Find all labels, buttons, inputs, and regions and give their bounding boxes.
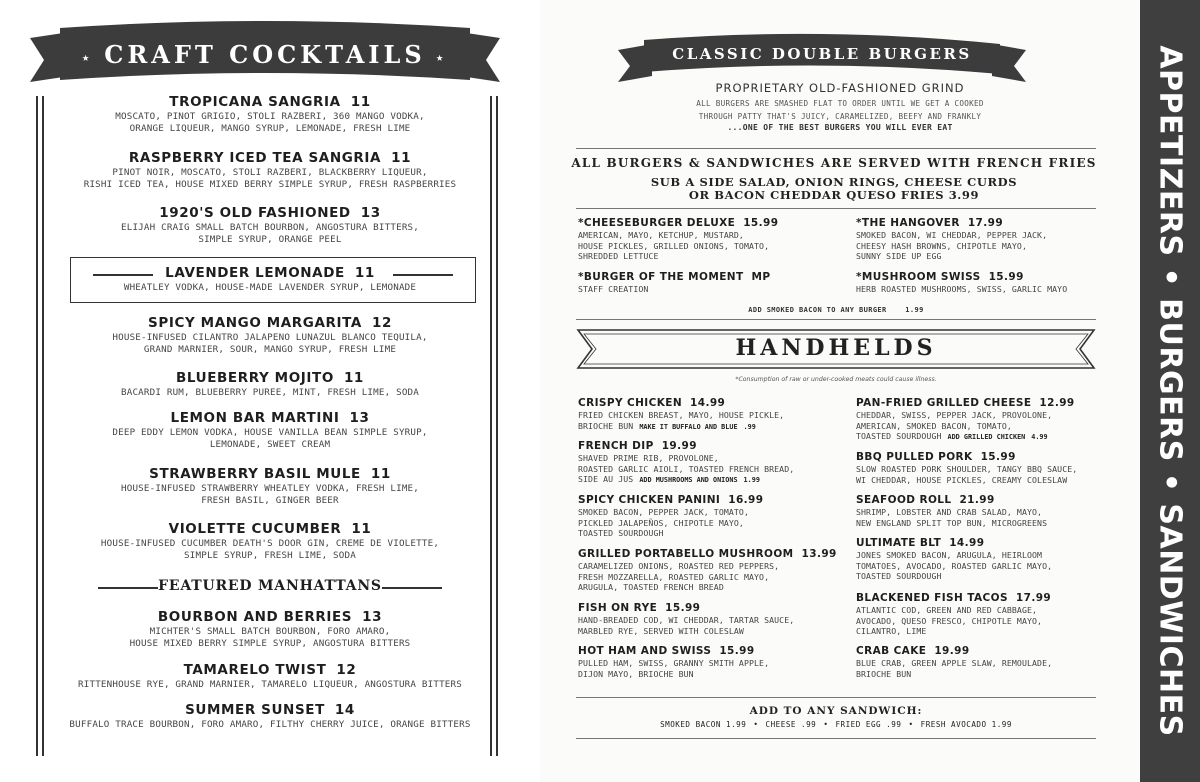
item-desc: RITTENHOUSE RYE, GRAND MARNIER, TAMARELO LIQUEUR, ANGOSTURA BITTERS [78,679,462,690]
item-desc: MARBLED RYE, SERVED WITH COLESLAW [578,625,744,636]
item-price: 11 [350,94,371,110]
cocktail-item [60,265,480,294]
item-desc: SIDE AU JUS [578,474,634,485]
handhelds-banner [576,327,1096,371]
item-desc: HOUSE-INFUSED CUCUMBER DEATH'S DOOR GIN, CREME DE VIOLETTE, [100,538,440,549]
burger-item [856,217,1121,262]
item-name: SPICY MANGO MARGARITA [148,315,362,331]
item-addon: ADD GRILLED CHICKEN [947,433,1026,442]
frame-line-right-outer [496,96,498,756]
addon-option: FRESH AVOCADO 1.99 [920,720,1012,729]
item-desc: SIMPLE SYRUP, FRESH LIME, SODA [184,550,356,561]
rule-left [98,587,158,589]
addon-option: SMOKED BACON 1.99 [660,720,747,729]
divider [576,697,1096,698]
item-price: 12 [336,662,357,678]
item-desc: PICKLED JALAPEÑOS, CHIPOTLE MAYO, [578,517,744,528]
handheld-item [856,537,1121,582]
classic-double-burgers-banner [618,28,1026,84]
cocktail-item [60,315,480,356]
item-desc: GRAND MARNIER, SOUR, MANGO SYRUP, FRESH LIME [143,344,397,355]
item-desc: CHEESY HASH BROWNS, CHIPOTLE MAYO, [856,240,1027,251]
item-desc: JONES SMOKED BACON, ARUGULA, HEIRLOOM [856,550,1043,560]
cocktail-item [60,521,480,562]
divider [576,208,1096,209]
item-name: LEMON BAR MARTINI [170,410,340,426]
item-desc: STAFF CREATION [578,284,649,294]
item-name: FRENCH DIP [578,440,654,452]
item-desc: HOUSE MIXED BERRY SIMPLE SYRUP, ANGOSTURA BITTERS [129,638,411,649]
served-with-fries: ALL BURGERS & SANDWICHES ARE SERVED WITH FRENCH FRIES [571,156,1097,170]
frame-line-left-inner [42,96,44,756]
featured-manhattans-heading [60,578,480,598]
item-name: *MUSHROOM SWISS [856,271,981,283]
handheld-item [578,548,843,593]
bacon-addon-line [576,306,1096,314]
item-desc: RISHI ICED TEA, HOUSE MIXED BERRY SIMPLE SYRUP, FRESH RASPBERRIES [83,179,457,190]
item-desc: WI CHEDDAR, HOUSE PICKLES, CREAMY COLESLAW [856,474,1068,485]
item-desc: MOSCATO, PINOT GRIGIO, STOLI RAZBERI, 360 MANGO VODKA, [115,111,425,122]
item-price: 11 [343,370,364,386]
handheld-item [856,397,1121,443]
manhattan-item [60,609,480,650]
item-desc: TOASTED SOURDOUGH [578,528,664,539]
add-to-any-title: ADD TO ANY SANDWICH: [749,705,923,717]
item-price: 13 [362,609,383,625]
burgers-subtitle: PROPRIETARY OLD-FASHIONED GRIND [715,81,965,95]
item-name: PAN-FRIED GRILLED CHEESE [856,397,1032,409]
item-price: 12.99 [1039,397,1075,409]
item-name: SUMMER SUNSET [185,702,325,718]
item-desc: NEW ENGLAND SPLIT TOP BUN, MICROGREENS [856,517,1048,528]
item-desc: DEEP EDDY LEMON VODKA, HOUSE VANILLA BEAN SIMPLE SYRUP, [112,427,428,438]
item-price: 17.99 [967,217,1004,229]
item-desc: CILANTRO, LIME [856,626,927,637]
item-desc: ROASTED GARLIC AIOLI, TOASTED FRENCH BREAD, [578,463,795,474]
handheld-item [578,440,843,486]
item-name: *THE HANGOVER [856,217,960,229]
item-desc: BRIOCHE BUN [578,420,634,431]
item-desc: TOASTED SOURDOUGH [856,431,942,442]
item-desc: TOMATOES, AVOCADO, ROASTED GARLIC MAYO, [856,560,1053,571]
burger-item [578,217,843,262]
item-price: 11 [351,521,372,537]
addon-option: FRIED EGG .99 [835,720,902,729]
section-tab-label: APPETIZERS • BURGERS • SANDWICHES [1152,45,1188,737]
item-name: CRAB CAKE [856,645,927,657]
item-name: BLUEBERRY MOJITO [176,370,334,386]
sub-side-line: SUB A SIDE SALAD, ONION RINGS, CHEESE CURDS [650,175,1018,189]
item-price: 11 [354,265,375,281]
item-desc: ARUGULA, TOASTED FRENCH BREAD [578,582,724,593]
item-desc: FRESH BASIL, GINGER BEER [201,495,339,506]
rule-right [382,587,442,589]
cocktail-page [0,0,540,782]
burger-intro [580,81,1100,132]
cocktail-item [60,466,480,507]
item-name: ULTIMATE BLT [856,537,942,549]
divider [576,319,1096,320]
item-desc: TOASTED SOURDOUGH [856,571,942,582]
item-desc: CHEDDAR, SWISS, PEPPER JACK, PROVOLONE, [856,410,1053,420]
handheld-item [578,397,843,432]
classic-double-burgers-title: CLASSIC DOUBLE BURGERS [672,45,972,63]
item-desc: HOUSE-INFUSED CILANTRO JALAPENO LUNAZUL BLANCO TEQUILA, [112,332,428,343]
item-price: 19.99 [661,440,697,452]
item-addon: ADD MUSHROOMS AND ONIONS [639,476,738,485]
frame-line-right-inner [490,96,492,756]
frame-line-left-outer [36,96,38,756]
item-desc: SHAVED PRIME RIB, PROVOLONE, [578,453,719,463]
item-desc: PINOT NOIR, MOSCATO, STOLI RAZBERI, BLACKBERRY LIQUEUR, [112,167,428,178]
item-desc: HOUSE PICKLES, GRILLED ONIONS, TOMATO, [578,240,770,251]
add-to-any-sandwich: ADD TO ANY SANDWICH: SMOKED BACON 1.99 • CHEESE .99 • FRIED EGG .99 • FRESH AVOCADO 1.99 [576,705,1096,729]
item-desc: SLOW ROASTED PORK SHOULDER, TANGY BBQ SAUCE, [856,464,1078,474]
item-price: 14 [334,702,355,718]
item-desc: CARAMELIZED ONIONS, ROASTED RED PEPPERS, [578,561,780,571]
item-desc: BRIOCHE BUN [856,668,912,679]
item-desc: BUFFALO TRACE BOURBON, FORO AMARO, FILTHY CHERRY JUICE, ORANGE BITTERS [69,719,471,730]
item-price: 15.99 [743,217,779,229]
manhattan-item [60,662,480,691]
item-desc: SIMPLE SYRUP, ORANGE PEEL [198,234,342,245]
item-name: SEAFOOD ROLL [856,494,952,506]
craft-cocktails-banner [30,18,500,88]
item-name: CRISPY CHICKEN [578,397,683,409]
item-name: TAMARELO TWIST [183,662,327,678]
featured-manhattans-title: FEATURED MANHATTANS [158,578,382,594]
item-desc: WHEATLEY VODKA, HOUSE-MADE LAVENDER SYRUP, LEMONADE [123,282,417,293]
handheld-item [856,645,1121,679]
item-desc: AMERICAN, MAYO, KETCHUP, MUSTARD, [578,230,744,240]
item-desc: FRIED CHICKEN BREAST, MAYO, HOUSE PICKLE, [578,410,785,420]
item-desc: HERB ROASTED MUSHROOMS, SWISS, GARLIC MAYO [856,284,1068,294]
item-price: 17.99 [1015,592,1052,604]
item-addon-price: 1.99 [743,476,760,485]
item-addon-price: .99 [743,422,756,431]
sub-side-line: OR BACON CHEDDAR QUESO FRIES 3.99 [688,188,980,202]
section-tab [1140,0,1200,782]
item-desc: SMOKED BACON, PEPPER JACK, TOMATO, [578,507,749,517]
burger-item [578,271,843,295]
item-price: 15.99 [665,602,701,614]
item-desc: SHRIMP, LOBSTER AND CRAB SALAD, MAYO, [856,507,1043,517]
item-price: 11 [391,150,412,166]
handheld-item [578,494,843,539]
banner-star-left-icon: ★ [82,50,90,64]
item-desc: PULLED HAM, SWISS, GRANNY SMITH APPLE, [578,658,770,668]
item-desc: ELIJAH CRAIG SMALL BATCH BOURBON, ANGOSTURA BITTERS, [120,222,420,233]
craft-cocktails-title: CRAFT COCKTAILS [104,39,426,69]
item-price: 19.99 [934,645,970,657]
raw-meat-note: *Consumption of raw or under-cooked meats could cause illness. [735,376,937,383]
item-name: GRILLED PORTABELLO MUSHROOM [578,548,794,560]
item-desc: ATLANTIC COD, GREEN AND RED CABBAGE, [856,605,1038,615]
item-desc: AMERICAN, SMOKED BACON, TOMATO, [856,420,1012,431]
item-name: 1920'S OLD FASHIONED [159,205,351,221]
item-price: MP [751,271,771,283]
burgers-intro-line: THROUGH PATTY THAT'S JUICY, CARAMELIZED, BEEFY AND FRANKLY [698,112,982,121]
item-price: 12 [371,315,392,331]
item-desc: HAND-BREADED COD, WI CHEDDAR, TARTAR SAUCE, [578,615,795,625]
bacon-addon-price: 1.99 [905,306,924,314]
handheld-item [578,645,843,679]
item-name: *BURGER OF THE MOMENT [578,271,744,283]
manhattan-item [60,702,480,731]
item-name: *CHEESEBURGER DELUXE [578,217,736,229]
item-price: 11 [370,466,391,482]
handhelds-title: HANDHELDS [735,335,937,361]
cocktail-item [60,94,480,135]
item-name: BOURBON AND BERRIES [157,609,353,625]
item-desc: SHREDDED LETTUCE [578,251,659,262]
item-addon: MAKE IT BUFFALO AND BLUE [639,422,738,431]
item-desc: ORANGE LIQUEUR, MANGO SYRUP, LEMONADE, FRESH LIME [129,123,411,134]
item-name: TROPICANA SANGRIA [169,94,341,110]
item-name: FISH ON RYE [578,602,658,614]
item-name: VIOLETTE CUCUMBER [168,521,342,537]
burger-item [856,271,1121,295]
item-desc: DIJON MAYO, BRIOCHE BUN [578,668,694,679]
item-desc: AVOCADO, QUESO FRESCO, CHIPOTLE MAYO, [856,615,1043,626]
divider [576,738,1096,739]
item-name: SPICY CHICKEN PANINI [578,494,721,506]
cocktail-item [60,150,480,191]
item-price: 15.99 [719,645,755,657]
item-name: RASPBERRY ICED TEA SANGRIA [128,150,382,166]
handheld-item [856,451,1121,485]
item-desc: LEMONADE, SWEET CREAM [209,439,331,450]
burgers-intro-line: ALL BURGERS ARE SMASHED FLAT TO ORDER UNTIL WE GET A COOKED [696,99,984,108]
burgers-tagline: ...ONE OF THE BEST BURGERS YOU WILL EVER EAT [727,123,953,132]
cocktail-item [60,205,480,246]
item-name: STRAWBERRY BASIL MULE [149,466,361,482]
burgers-page [540,0,1140,782]
item-price: 15.99 [980,451,1016,463]
handheld-item [856,494,1121,528]
item-addon-price: 4.99 [1031,433,1048,442]
item-price: 14.99 [949,537,985,549]
item-desc: MICHTER'S SMALL BATCH BOURBON, FORO AMARO, [149,626,391,637]
divider [576,148,1096,149]
item-name: HOT HAM AND SWISS [578,645,712,657]
item-price: 16.99 [728,494,764,506]
item-price: 15.99 [988,271,1024,283]
item-name: LAVENDER LEMONADE [165,265,345,281]
item-price: 14.99 [690,397,726,409]
item-desc: HOUSE-INFUSED STRAWBERRY WHEATLEY VODKA, FRESH LIME, [120,483,420,494]
handheld-item [578,602,843,636]
item-price: 13 [360,205,381,221]
item-desc: BLUE CRAB, GREEN APPLE SLAW, REMOULADE, [856,658,1053,668]
handheld-item [856,592,1121,637]
item-name: BBQ PULLED PORK [856,451,973,463]
item-desc: BACARDI RUM, BLUEBERRY PUREE, MINT, FRESH LIME, SODA [120,387,420,398]
cocktail-item [60,370,480,399]
item-desc: FRESH MOZZARELLA, ROASTED GARLIC MAYO, [578,571,770,582]
item-name: BLACKENED FISH TACOS [856,592,1008,604]
served-with-block [564,156,1104,202]
item-desc: SUNNY SIDE UP EGG [856,251,942,262]
cocktail-item [60,410,480,451]
banner-star-right-icon: ★ [436,50,444,64]
item-price: 13 [349,410,370,426]
addon-option: CHEESE .99 [765,720,817,729]
item-desc: SMOKED BACON, WI CHEDDAR, PEPPER JACK, [856,230,1048,240]
bacon-addon-text: ADD SMOKED BACON TO ANY BURGER [748,306,887,314]
item-price: 13.99 [801,548,837,560]
item-price: 21.99 [959,494,995,506]
